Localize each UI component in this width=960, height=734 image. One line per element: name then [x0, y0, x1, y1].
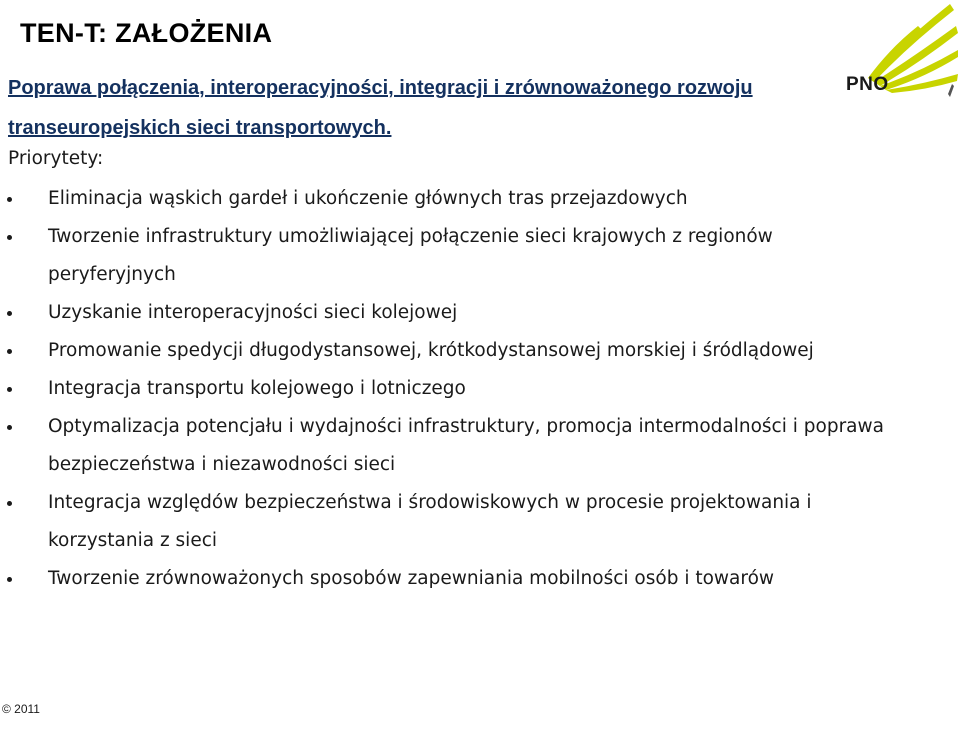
list-item-text: Promowanie spedycji długodystansowej, krótkodystansowej morskiej i śródlądowej: [48, 340, 814, 361]
bullet-icon: [7, 387, 12, 392]
list-item: [0, 560, 900, 598]
list-item: [0, 484, 900, 560]
list-item-text: Integracja transportu kolejowego i lotniczego: [48, 378, 466, 399]
bullet-icon: [7, 425, 12, 430]
list-item: [0, 180, 900, 218]
logo-text: PNO: [846, 74, 889, 95]
bullet-icon: [7, 311, 12, 316]
bullet-icon: [7, 197, 12, 202]
list-item: [0, 408, 900, 484]
bullet-icon: [7, 235, 12, 240]
list-item-text: Eliminacja wąskich gardeł i ukończenie głównych tras przejazdowych: [48, 188, 688, 209]
list-item-text: Optymalizacja potencjału i wydajności infrastruktury, promocja intermodalności i poprawa bezpieczeństwa i niezawodności sieci: [48, 416, 884, 475]
slide-title: TEN-T: ZAŁOŻENIA: [20, 18, 273, 48]
list-item: [0, 332, 900, 370]
list-item: [0, 218, 900, 294]
copyright-notice: © 2011: [2, 702, 40, 716]
list-item: [0, 294, 900, 332]
bullet-icon: [7, 577, 12, 582]
bullet-icon: [7, 501, 12, 506]
list-item-text: Uzyskanie interoperacyjności sieci kolejowej: [48, 302, 458, 323]
list-item-text: Tworzenie infrastruktury umożliwiającej połączenie sieci krajowych z regionów peryferyjnych: [48, 226, 773, 285]
list-item-text: Tworzenie zrównoważonych sposobów zapewniania mobilności osób i towarów: [48, 568, 775, 589]
list-item: [0, 370, 900, 408]
list-item-text: Integracja względów bezpieczeństwa i środowiskowych w procesie projektowania i korzystania z sieci: [48, 492, 812, 551]
slide-subtitle: Poprawa połączenia, interoperacyjności, integracji i zrównoważonego rozwoju transeuropejskich sieci transportowych.: [8, 77, 753, 139]
bullet-icon: [7, 349, 12, 354]
priorities-label: Priorytety:: [8, 148, 104, 169]
priorities-list: [0, 180, 900, 598]
